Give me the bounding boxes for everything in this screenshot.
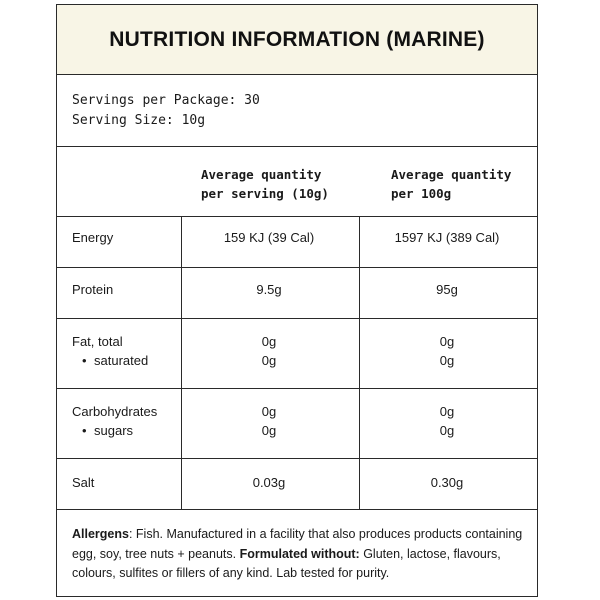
nutrition-panel bbox=[56, 4, 538, 597]
panel-title: NUTRITION INFORMATION (MARINE) bbox=[109, 27, 485, 51]
bullet-icon: • bbox=[82, 423, 87, 438]
divider bbox=[57, 318, 537, 319]
salt-per-serving: 0.03g bbox=[252, 475, 286, 490]
column-header-per-100g bbox=[391, 165, 511, 203]
energy-per-serving: 159 KJ (39 Cal) bbox=[223, 230, 315, 245]
energy-per-100g: 1597 KJ (389 Cal) bbox=[394, 230, 500, 245]
formulated-without-heading: Formulated without: bbox=[239, 546, 360, 561]
divider bbox=[57, 146, 537, 147]
column-header-line: Average quantity bbox=[391, 167, 512, 182]
servings-info bbox=[72, 91, 260, 131]
saturated-per-100g: 0g bbox=[439, 353, 455, 368]
bullet-icon: • bbox=[82, 353, 87, 368]
serving-size: Serving Size: 10g bbox=[72, 113, 206, 128]
divider bbox=[57, 267, 537, 268]
allergens-note bbox=[72, 525, 532, 584]
column-header-line: per serving (10g) bbox=[201, 186, 329, 201]
column-header-line: per 100g bbox=[391, 186, 452, 201]
sugars-per-100g: 0g bbox=[439, 423, 455, 438]
salt-per-100g: 0.30g bbox=[430, 475, 464, 490]
divider bbox=[57, 216, 537, 217]
column-header-per-serving bbox=[201, 165, 329, 203]
row-label-salt: Salt bbox=[72, 475, 95, 490]
row-label-protein: Protein bbox=[72, 282, 114, 297]
divider bbox=[57, 458, 537, 459]
protein-per-serving: 9.5g bbox=[256, 282, 282, 297]
divider bbox=[57, 509, 537, 510]
divider bbox=[57, 388, 537, 389]
formulated-without-text: Gluten, lactose, flavours, colours, sulfites or fillers of any kind. Lab tested for purity. bbox=[72, 546, 501, 580]
sublabel-text: sugars bbox=[94, 423, 134, 438]
protein-per-100g: 95g bbox=[436, 282, 458, 297]
carbs-per-100g: 0g bbox=[439, 404, 455, 419]
allergens-text: : Fish. Manufactured in a facility that also produces products containing egg, soy, tree nuts + peanuts. bbox=[72, 527, 523, 561]
carbs-per-serving: 0g bbox=[261, 404, 277, 419]
row-sublabel-sugars bbox=[72, 421, 133, 440]
sublabel-text: saturated bbox=[94, 353, 149, 368]
servings-per-package: Servings per Package: 30 bbox=[72, 93, 260, 108]
row-label-energy: Energy bbox=[72, 230, 114, 245]
allergens-heading: Allergens bbox=[72, 527, 129, 541]
row-label-fat: Fat, total bbox=[72, 334, 123, 349]
row-sublabel-saturated bbox=[72, 351, 148, 370]
fat-per-100g: 0g bbox=[439, 334, 455, 349]
fat-per-serving: 0g bbox=[261, 334, 277, 349]
column-header-line: Average quantity bbox=[201, 167, 322, 182]
saturated-per-serving: 0g bbox=[261, 353, 277, 368]
row-label-carbohydrates: Carbohydrates bbox=[72, 404, 158, 419]
sugars-per-serving: 0g bbox=[261, 423, 277, 438]
title-bar bbox=[57, 5, 537, 75]
